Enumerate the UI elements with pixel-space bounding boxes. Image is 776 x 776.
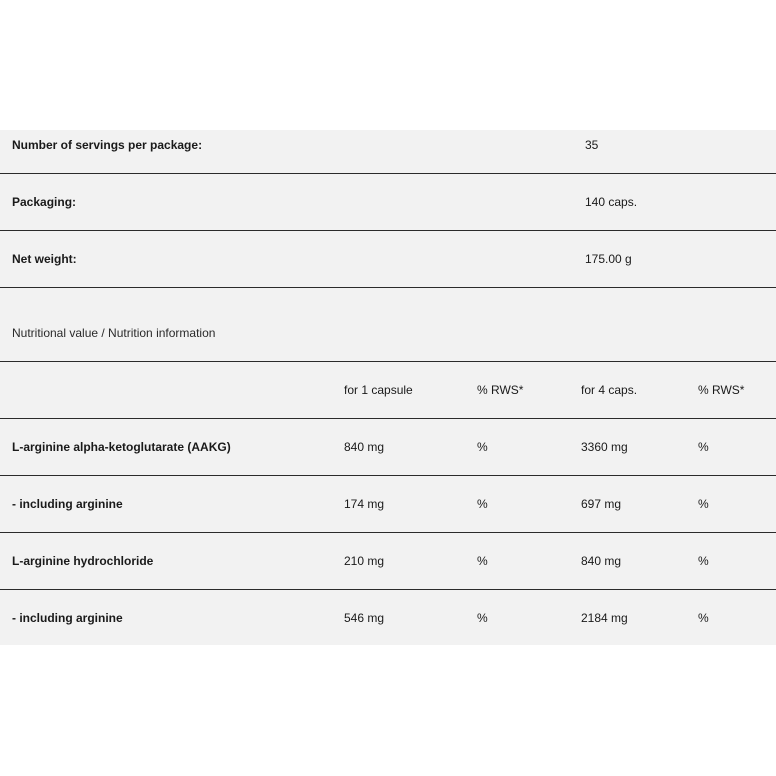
info-row-packaging <box>0 174 776 231</box>
amount-per-capsule: 546 mg <box>344 611 385 625</box>
amount-per-4-caps: 697 mg <box>581 497 622 511</box>
ingredient-name: L-arginine alpha-ketoglutarate (AAKG) <box>12 440 231 454</box>
info-row-net-weight <box>0 231 776 288</box>
nutrition-header-row <box>0 362 776 419</box>
amount-per-capsule: 174 mg <box>344 497 385 511</box>
rws-per-capsule: % <box>477 440 488 454</box>
amount-per-4-caps: 840 mg <box>581 554 622 568</box>
rws-per-4-caps: % <box>698 554 709 568</box>
nutrition-title: Nutritional value / Nutrition information <box>12 326 216 340</box>
info-label: Packaging: <box>12 195 77 209</box>
header-per-4-caps: for 4 caps. <box>581 383 638 397</box>
ingredient-name: L-arginine hydrochloride <box>12 554 154 568</box>
header-rws-1: % RWS* <box>477 383 524 397</box>
rws-per-capsule: % <box>477 611 488 625</box>
header-per-capsule: for 1 capsule <box>344 383 413 397</box>
amount-per-4-caps: 2184 mg <box>581 611 628 625</box>
table-row <box>0 533 776 590</box>
table-row <box>0 476 776 533</box>
info-value: 35 <box>585 138 599 152</box>
rws-per-4-caps: % <box>698 611 709 625</box>
rws-per-4-caps: % <box>698 497 709 511</box>
amount-per-capsule: 840 mg <box>344 440 385 454</box>
info-value: 140 caps. <box>585 195 638 209</box>
header-rws-4: % RWS* <box>698 383 745 397</box>
amount-per-4-caps: 3360 mg <box>581 440 628 454</box>
nutrition-title-row <box>0 288 776 362</box>
info-label: Net weight: <box>12 252 77 266</box>
rws-per-capsule: % <box>477 554 488 568</box>
ingredient-name: - including arginine <box>12 497 123 511</box>
product-info-panel <box>0 130 776 645</box>
ingredient-name: - including arginine <box>12 611 123 625</box>
info-row-servings <box>0 130 776 174</box>
table-row <box>0 419 776 476</box>
table-row <box>0 590 776 645</box>
rws-per-capsule: % <box>477 497 488 511</box>
rws-per-4-caps: % <box>698 440 709 454</box>
info-value: 175.00 g <box>585 252 632 266</box>
info-label: Number of servings per package: <box>12 138 203 152</box>
amount-per-capsule: 210 mg <box>344 554 385 568</box>
